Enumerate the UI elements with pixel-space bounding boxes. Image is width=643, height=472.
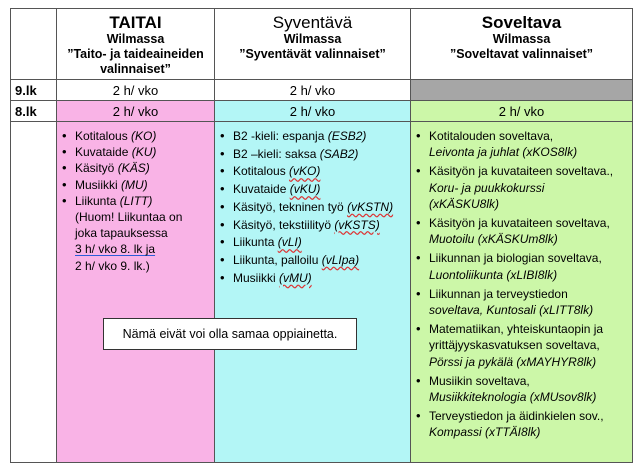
list-item: • Liikunnan ja terveystiedon soveltava, Kuntosali (xLITT8lk) [411, 286, 628, 318]
grade8-taitai-hours: 2 h/ vko [57, 101, 215, 122]
list-item: • Käsityö, tekninen työ (vKSTN) [215, 199, 410, 215]
list-item: • Liikunta (LITT) (Huom! Liikuntaa on joka tapauksessa 3 h/ vko 8. lk ja 2 h/ vko 9. lk.) [57, 193, 210, 274]
list-item: • Kotitalous (vKO) [215, 163, 410, 179]
grade8-soveltava-hours: 2 h/ vko [411, 101, 633, 122]
taitai-title: TAITAI [109, 13, 162, 32]
syventava-subtitle-2: ”Syventävät valinnaiset” [239, 47, 386, 61]
list-item: • Liikunta, palloilu (vLIpa) [215, 252, 410, 268]
taitai-subtitle-3: valinnaiset” [100, 62, 171, 76]
grade9-label: 9.lk [11, 80, 57, 101]
list-item: • Musiikki (vMU) [215, 270, 410, 286]
grade9-syventava-hours: 2 h/ vko [215, 80, 411, 101]
header-syventava [215, 9, 411, 80]
soveltava-subtitle-2: ”Soveltavat valinnaiset” [449, 47, 594, 61]
liikunta-note-3: 3 h/ vko 8. lk ja [75, 242, 156, 257]
soveltava-list [411, 122, 632, 441]
list-item: • Kuvataide (KU) [57, 144, 210, 160]
list-item: • Musiikin soveltava, Musiikkiteknologia (xMUsov8lk) [411, 373, 628, 405]
electives-table [10, 8, 633, 463]
soveltava-subjects [411, 122, 633, 463]
grade9-soveltava-hours [411, 80, 633, 101]
liikunta-note-2: joka tapauksessa [75, 226, 168, 241]
list-item: • B2 -kieli: espanja (ESB2) [215, 128, 410, 144]
list-item: • Käsityö, tekstiilityö (vKSTS) [215, 217, 410, 233]
liikunta-note-1: (Huom! Liikuntaa on [75, 210, 183, 225]
taitai-subtitle-2: ”Taito- ja taideaineiden [67, 47, 204, 61]
syventava-subjects [215, 122, 411, 463]
header-soveltava [411, 9, 633, 80]
grade8-label: 8.lk [11, 101, 57, 122]
syventava-subtitle-1: Wilmassa [283, 32, 342, 46]
list-item: • Kotitalous (KO) [57, 128, 210, 144]
subjects-row [11, 122, 633, 463]
overlay-note: Nämä eivät voi olla samaa oppiainetta. [103, 318, 357, 350]
liikunta-note-4: 2 h/ vko 9. lk.) [75, 258, 150, 273]
grade8-syventava-hours: 2 h/ vko [215, 101, 411, 122]
header-row [11, 9, 633, 80]
list-item: • Matematiikan, yhteiskuntaopin ja yrittäjyyskasvatuksen soveltava, Pörssi ja pykälä (xMAYHYR8lk) [411, 321, 628, 370]
list-item: • B2 –kieli: saksa (SAB2) [215, 146, 410, 162]
header-taitai [57, 9, 215, 80]
syventava-title: Syventävä [272, 13, 353, 32]
syventava-list [215, 122, 410, 286]
list-item: • Liikunta (vLI) [215, 234, 410, 250]
soveltava-title: Soveltava [481, 13, 562, 32]
list-item: • Käsityö (KÄS) [57, 160, 210, 176]
list-item: • Liikunnan ja biologian soveltava, Luontoliikunta (xLIBI8lk) [411, 250, 628, 282]
list-item: • Käsityön ja kuvataiteen soveltava., Koru- ja puukkokurssi (xKÄSKU8lk) [411, 163, 628, 212]
taitai-subtitle-1: Wilmassa [106, 32, 165, 46]
taitai-subjects [57, 122, 215, 463]
list-item: • Terveystiedon ja äidinkielen sov., Kompassi (xTTÄI8lk) [411, 408, 628, 440]
list-item: • Kotitalouden soveltava, Leivonta ja juhlat (xKOS8lk) [411, 128, 628, 160]
grade9-row [11, 80, 633, 101]
list-item: • Musiikki (MU) [57, 177, 210, 193]
soveltava-subtitle-1: Wilmassa [492, 32, 551, 46]
list-item: • Kuvataide (vKU) [215, 181, 410, 197]
subjects-label-cell [11, 122, 57, 463]
grade9-taitai-hours: 2 h/ vko [57, 80, 215, 101]
grade8-row [11, 101, 633, 122]
header-empty-cell [11, 9, 57, 80]
taitai-list [57, 122, 214, 274]
list-item: • Käsityön ja kuvataiteen soveltava, Muotoilu (xKÄSKUm8lk) [411, 215, 628, 247]
